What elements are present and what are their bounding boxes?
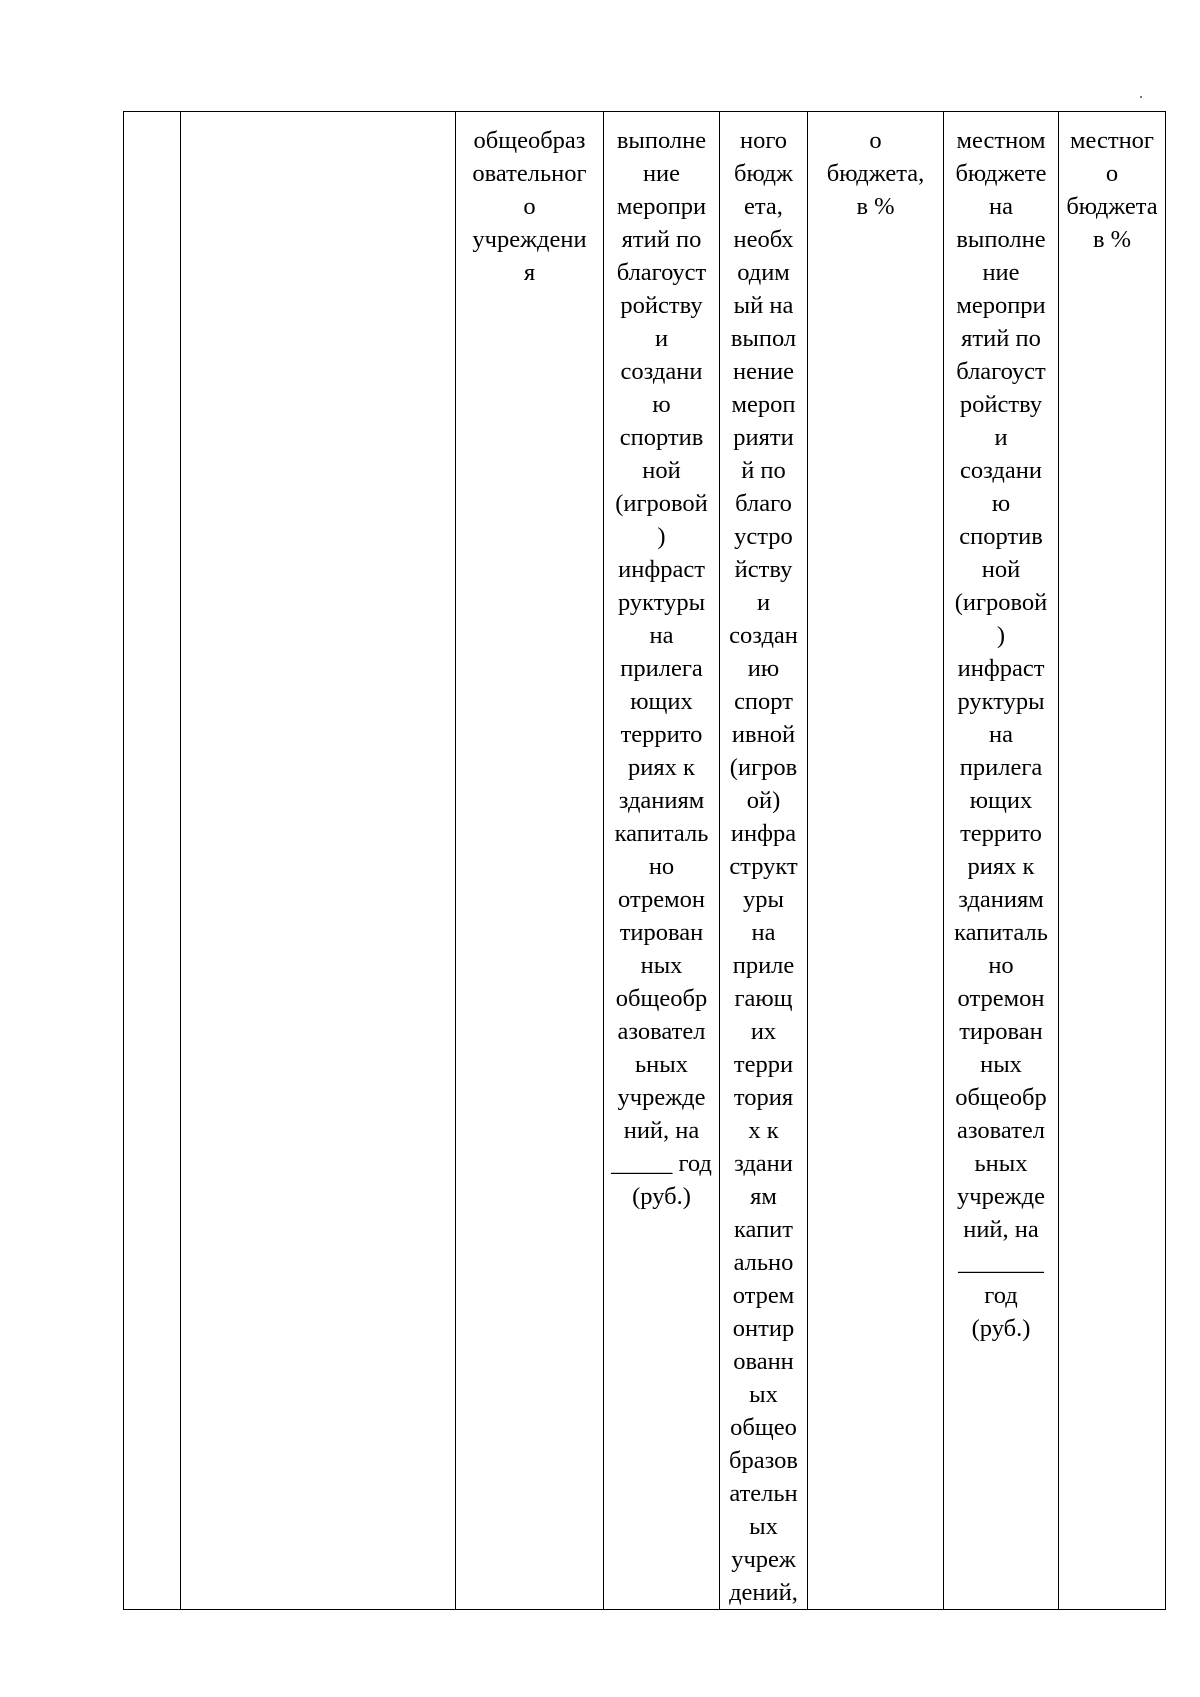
- table-cell-col-1: [124, 112, 181, 1610]
- cell-text: о бюджета, в %: [826, 127, 925, 220]
- cell-text: ного бюдж ета, необх одим ый на выпол нение мероп рияти й по благо устро йству и создан ию спорт ивной (игров ой) инфра структ уры на приле гающ их терри тория х к здани ям капит ально отрем онтир ованн ых общео бразов ательн ых учреж дений,: [729, 127, 798, 1606]
- cell-text: местном бюджете на выполне ние меропри ятий по благоуст ройству и создани ю спортив ной (игровой ) инфраст руктуры на прилега ющих террито риях к зданиям капиталь но отремон тирован ных общеобр азовател ьных учрежде ний, на _______ год (руб.): [954, 127, 1048, 1342]
- cell-text: местног о бюджета в %: [1066, 127, 1158, 253]
- budget-table: [123, 111, 1166, 1610]
- table-cell-col-3: [456, 112, 604, 1610]
- scan-speck: [1140, 96, 1142, 98]
- table-cell-col-8: [1059, 112, 1166, 1610]
- table-cell-col-7: [944, 112, 1059, 1610]
- cell-text: общеобраз овательног о учреждени я: [472, 127, 587, 286]
- table-cell-col-6: [808, 112, 944, 1610]
- table-cell-col-2: [181, 112, 456, 1610]
- table-cell-col-5: [720, 112, 808, 1610]
- table-row: [124, 112, 1166, 1610]
- table-cell-col-4: [604, 112, 720, 1610]
- cell-text: выполне ние меропри ятий по благоуст ройству и создани ю спортив ной (игровой ) инфраст руктуры на прилега ющих террито риях к зданиям капиталь но отремон тирован ных общеобр азовател ьных учрежде ний, на _____ год (руб.): [611, 127, 712, 1210]
